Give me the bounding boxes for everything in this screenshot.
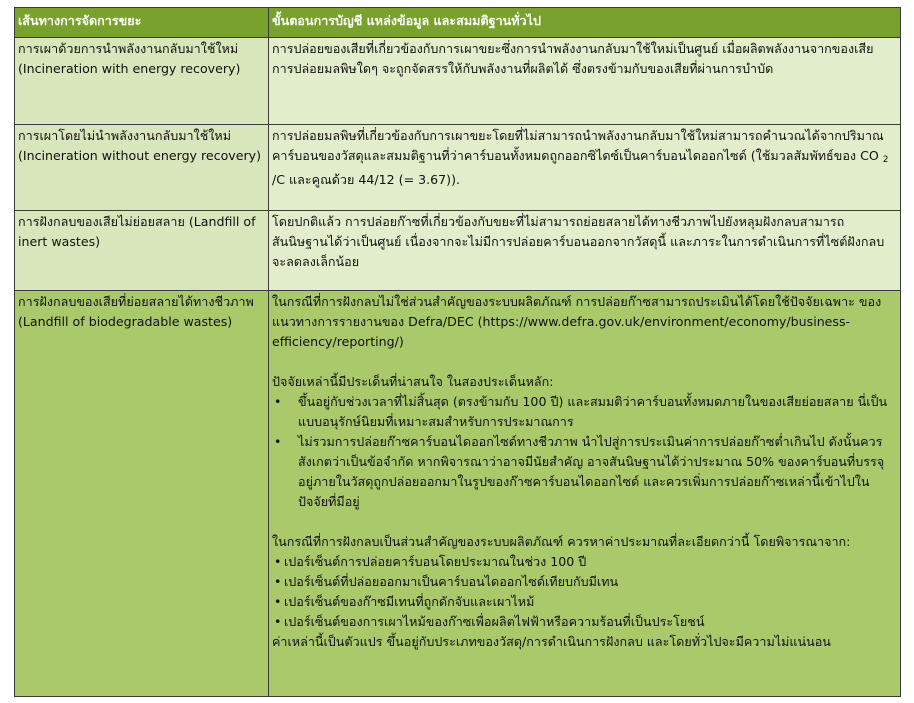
route-cell: การเผาด้วยการนำพลังงานกลับมาใช้ใหม่ (Incineration with energy recovery)	[15, 38, 269, 125]
route-cell: การฝังกลบของเสียที่ย่อยสลายได้ทางชีวภาพ (Landfill of biodegradable wastes)	[15, 291, 269, 697]
procedure-cell	[269, 291, 901, 697]
list-item	[272, 552, 897, 572]
table-row	[15, 211, 901, 291]
list-item-text: ขึ้นอยู่กับช่วงเวลาที่ไม่สิ้นสุด (ตรงข้ามกับ 100 ปี) และสมมติว่าคาร์บอนทั้งหมดภายในของเสียย่อยสลาย นี่เป็นแบบอนุรักษ์นิยมที่เหมาะสมสำหรับการประมาณการ	[298, 394, 888, 429]
list-item	[272, 432, 897, 512]
list-item-text: เปอร์เซ็นต์การปล่อยคาร์บอนโดยประมาณในช่วง 100 ปี	[284, 554, 587, 569]
bullet-icon: •	[274, 554, 282, 569]
procedure-cell: การปล่อยของเสียที่เกี่ยวข้องกับการเผาขยะซึ่งการนำพลังงานกลับมาใช้ใหม่เป็นศูนย์ เมื่อผลิตพลังงานจากของเสีย การปล่อยมลพิษใดๆ จะถูกจัดสรรให้กับพลังงานที่ผลิตได้ ซึ่งตรงข้ามกับของเสียที่ผ่านการบำบัด	[269, 38, 901, 125]
list-item	[272, 592, 897, 612]
bullet-icon: •	[274, 614, 282, 629]
list-item	[272, 392, 897, 432]
procedure-text-end: /C และคูณด้วย 44/12 (= 3.67)).	[272, 172, 461, 187]
list-item	[272, 612, 897, 632]
list-item-text: เปอร์เซ็นต์ของก๊าซมีเทนที่ถูกดักจับและเผาไหม้	[284, 594, 535, 609]
table-row	[15, 38, 901, 125]
list-item	[272, 572, 897, 592]
paragraph: ค่าเหล่านี้เป็นตัวแปร ขึ้นอยู่กับประเภทของวัสดุ/การดำเนินการฝังกลบ และโดยทั่วไปจะมีความไม่แน่นอน	[272, 634, 831, 649]
paragraph: ปัจจัยเหล่านี้มีประเด็นที่น่าสนใจ ในสองประเด็นหลัก:	[272, 374, 554, 389]
list-item-text: ไม่รวมการปล่อยก๊าซคาร์บอนไดออกไซด์ทางชีวภาพ นำไปสู่การประเมินค่าการปล่อยก๊าซต่ำเกินไป ดังนั้นควรสังเกตว่าเป็นข้อจำกัด หากพิจารณาว่าอาจมีนัยสำคัญ อาจสันนิษฐานได้ว่าประมาณ 50% ของคาร์บอนที่บรรจุอยู่ภายในวัสดุถูกปล่อยออกมาในรูปของก๊าซคาร์บอนไดออกไซด์ และควรเพิ่มการปล่อยก๊าซเหล่านี้เข้าไปในปัจจัยที่มีอยู่	[298, 434, 885, 509]
bullet-icon: •	[274, 574, 282, 589]
list-item-text: เปอร์เซ็นต์ของการเผาไหม้ของก๊าซเพื่อผลิตไฟฟ้าหรือความร้อนที่เป็นประโยชน์	[284, 614, 705, 629]
paragraph: ในกรณีที่การฝังกลบไม่ใช่ส่วนสำคัญของระบบผลิตภัณฑ์ การปล่อยก๊าซสามารถประเมินได้โดยใช้ปัจจัยเฉพาะ ของแนวทางการรายงานของ Defra/DEC (https://www.defra.gov.uk/environment/economy/business-efficiency/reporting/)	[272, 294, 882, 349]
list-item-text: เปอร์เซ็นต์ที่ปล่อยออกมาเป็นคาร์บอนไดออกไซด์เทียบกับมีเทน	[284, 574, 619, 589]
procedure-cell: โดยปกติแล้ว การปล่อยก๊าซที่เกี่ยวข้องกับขยะที่ไม่สามารถย่อยสลายได้ทางชีวภาพไปยังหลุมฝังกลบสามารถสันนิษฐานได้ว่าเป็นศูนย์ เนื่องจากจะไม่มีการปล่อยคาร์บอนออกจากวัสดุนี้ และภาระในการดำเนินการที่ไซต์ฝังกลบจะลดลงเล็กน้อย	[269, 211, 901, 291]
bullet-icon: •	[274, 594, 282, 609]
header-procedure: ขั้นตอนการบัญชี แหล่งข้อมูล และสมมติฐานทั่วไป	[269, 8, 901, 38]
route-cell: การเผาโดยไม่นำพลังงานกลับมาใช้ใหม่ (Incineration without energy recovery)	[15, 125, 269, 211]
route-cell: การฝังกลบของเสียไม่ย่อยสลาย (Landfill of inert wastes)	[15, 211, 269, 291]
bullet-icon: •	[274, 434, 282, 449]
waste-accounting-table	[14, 7, 901, 697]
bullet-icon: •	[274, 394, 282, 409]
header-row	[15, 8, 901, 38]
subscript: 2	[882, 155, 889, 165]
table-row	[15, 125, 901, 211]
table-row	[15, 291, 901, 697]
paragraph: ในกรณีที่การฝังกลบเป็นส่วนสำคัญของระบบผลิตภัณฑ์ ควรหาค่าประมาณที่ละเอียดกว่านี้ โดยพิจารณาจาก:	[272, 534, 851, 549]
header-route: เส้นทางการจัดการขยะ	[15, 8, 269, 38]
procedure-text: การปล่อยมลพิษที่เกี่ยวข้องกับการเผาขยะโดยที่ไม่สามารถนำพลังงานกลับมาใช้ใหม่สามารถคำนวณได้จากปริมาณคาร์บอนของวัสดุและสมมติฐานที่ว่าคาร์บอนทั้งหมดถูกออกซิไดซ์เป็นคาร์บอนไดออกไซด์ (ใช้มวลสัมพัทธ์ของ CO	[272, 128, 884, 163]
procedure-cell	[269, 125, 901, 211]
